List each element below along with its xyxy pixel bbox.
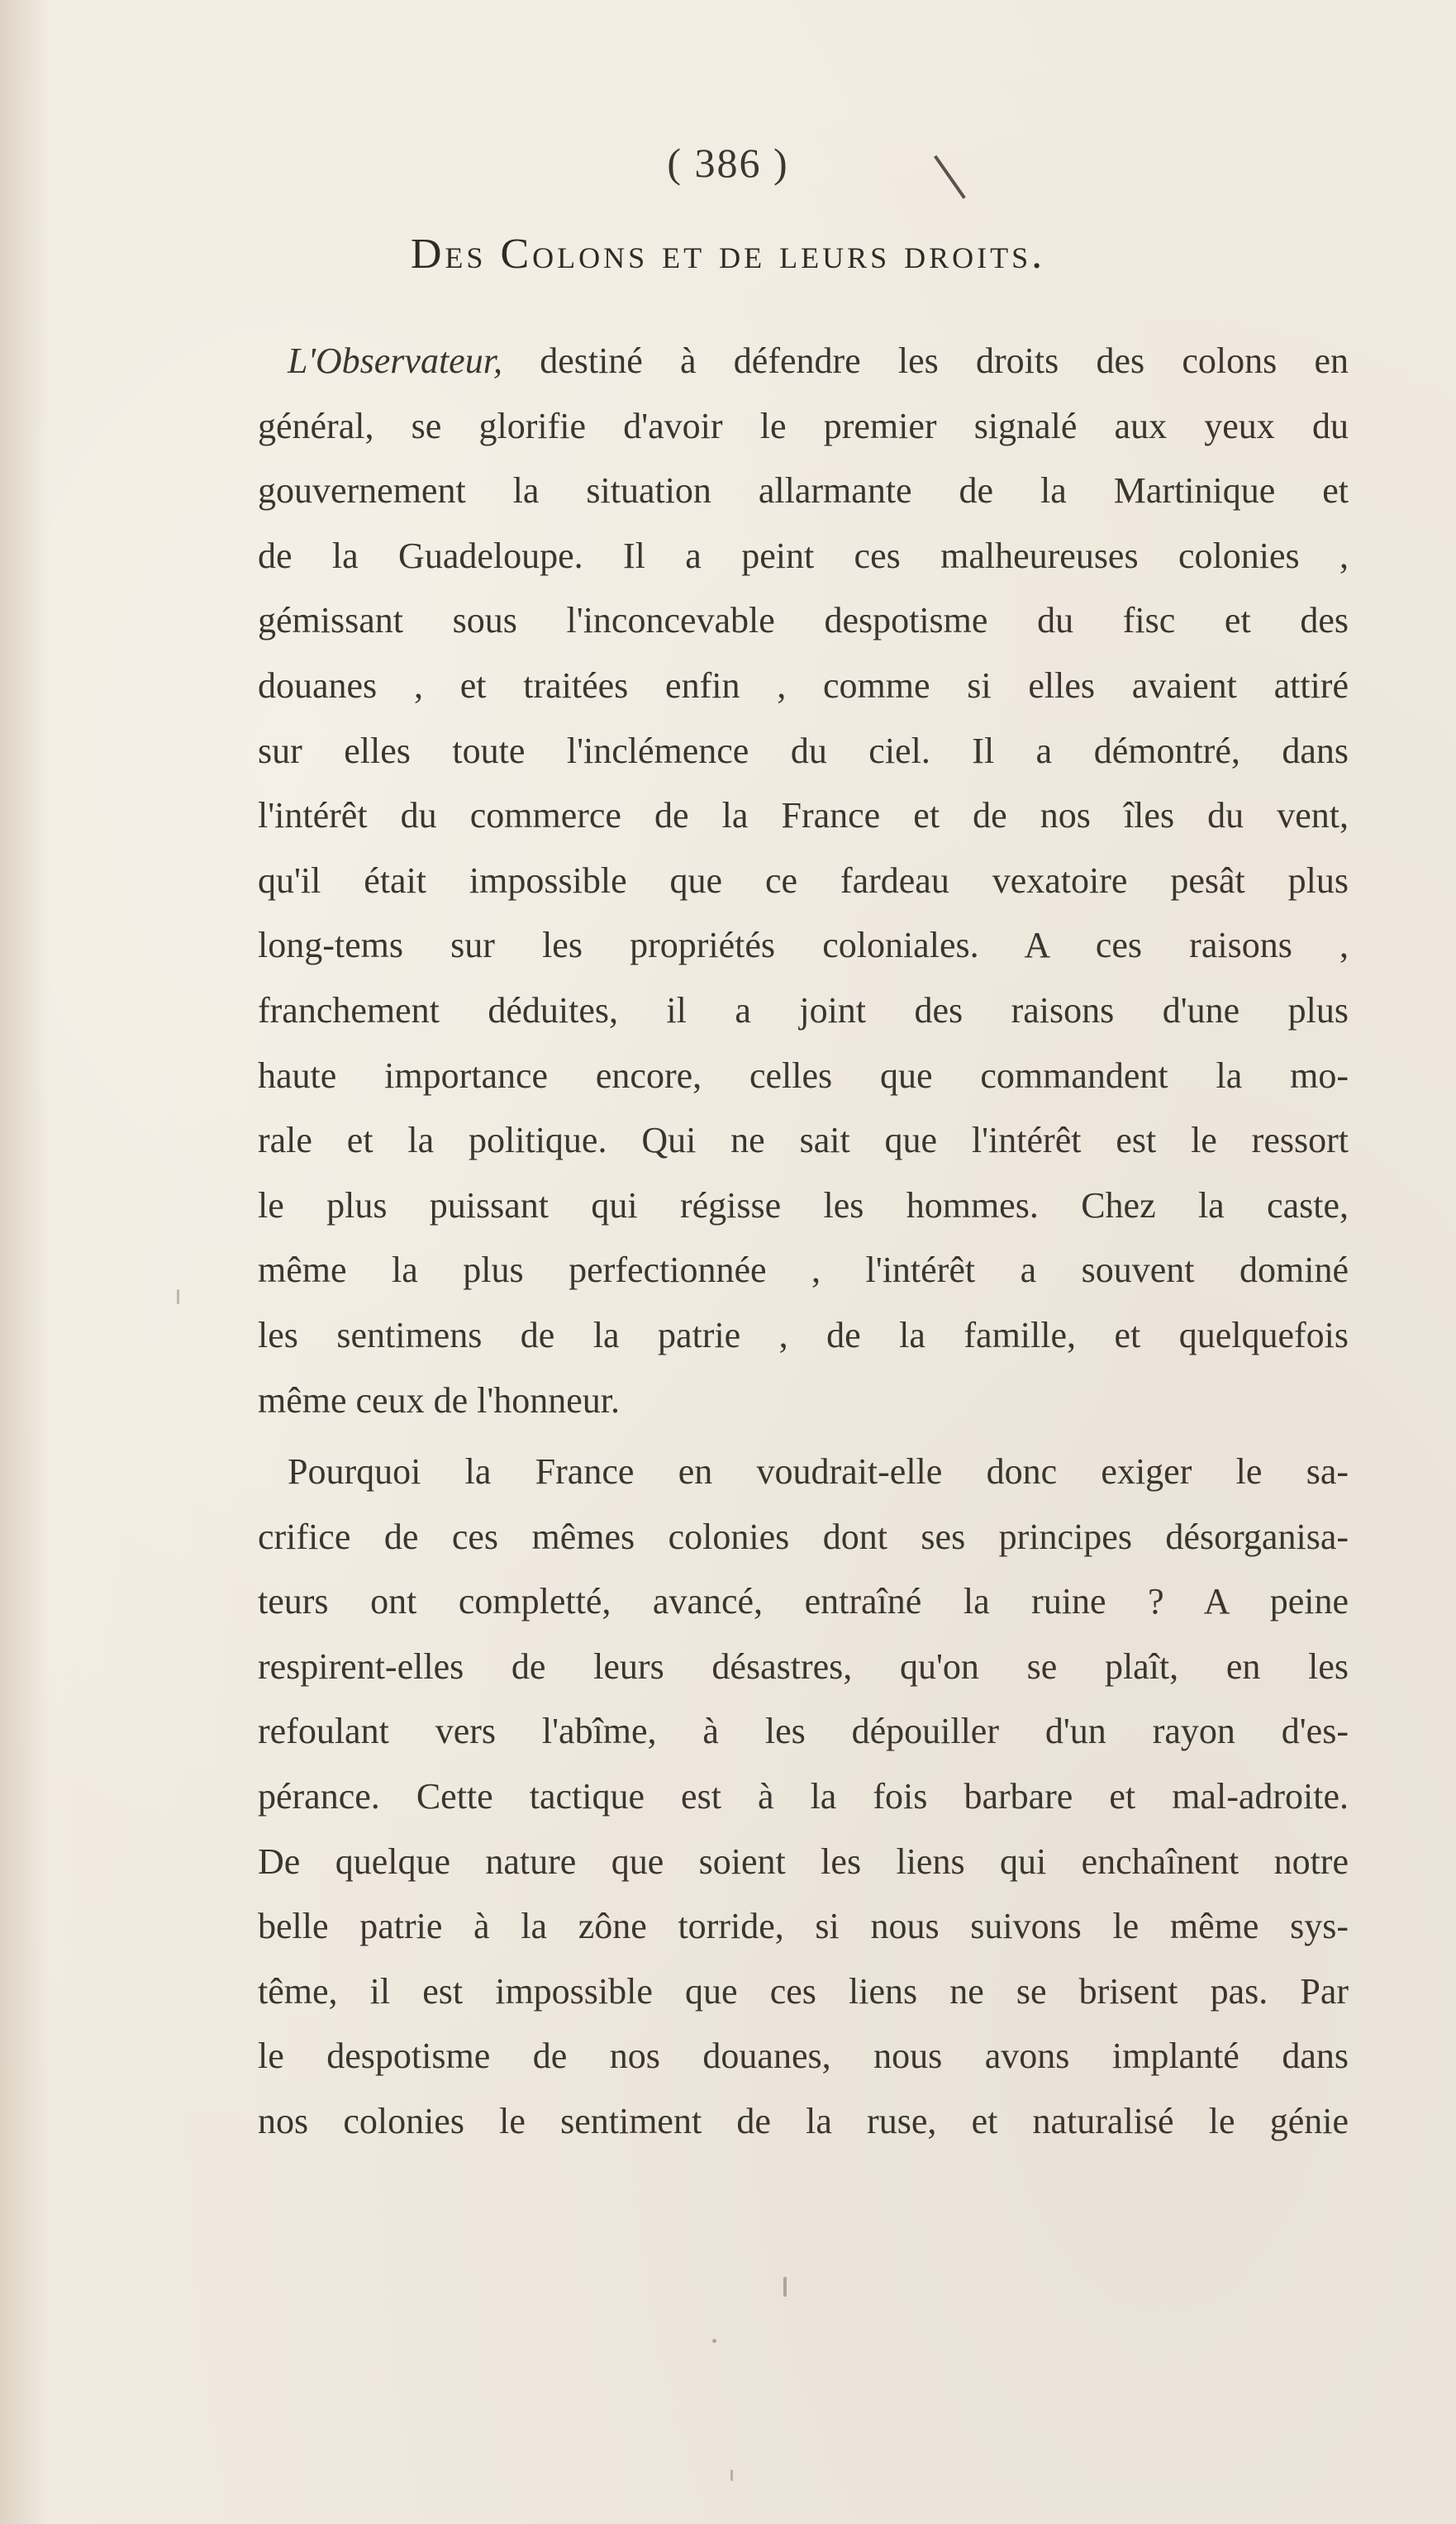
paper-speck: [712, 2339, 716, 2343]
text-line: même ceux de l'honneur.: [258, 1379, 621, 1421]
text-line: les sentimens de la patrie , de la famille, et quelquefois: [258, 1314, 1349, 1355]
text-line: De quelque nature que soient les liens qui enchaînent notre: [258, 1841, 1349, 1882]
text-line: nos colonies le sentiment de la ruse, et naturalisé le génie: [258, 2101, 1349, 2142]
text-line: gémissant sous l'inconcevable despotisme du fisc et des: [258, 600, 1349, 641]
text-line: haute importance encore, celles que commandent la mo-: [258, 1055, 1349, 1096]
text-line: même la plus perfectionnée , l'intérêt a souvent dominé: [258, 1250, 1349, 1291]
text-line: rale et la politique. Qui ne sait que l'intérêt est le ressort: [258, 1120, 1349, 1161]
text-line: douanes , et traitées enfin , comme si elles avaient attiré: [258, 664, 1349, 706]
publication-title: L'Observateur,: [288, 341, 502, 381]
text-line: teurs ont completté, avancé, entraîné la ruine ? A peine: [258, 1581, 1349, 1622]
text-line: tême, il est impossible que ces liens ne se brisent pas. Par: [258, 1970, 1349, 2012]
text-line: l'intérêt du commerce de la France et de nos îles du vent,: [258, 795, 1349, 836]
text-line: général, se glorifie d'avoir le premier signalé aux yeux du: [258, 405, 1349, 446]
text-line: Pourquoi la France en voudrait-elle donc exiger le sa-: [288, 1451, 1349, 1493]
text-line: pérance. Cette tactique est à la fois barbare et mal-adroite.: [258, 1776, 1349, 1817]
text-line: long-tems sur les propriétés coloniales. A ces raisons ,: [258, 925, 1349, 966]
text-line: refoulant vers l'abîme, à les dépouiller d'un rayon d'es-: [258, 1711, 1349, 1752]
paragraph-2: [258, 1440, 1349, 2155]
text-line: qu'il était impossible que ce fardeau vexatoire pesât plus: [258, 860, 1349, 901]
section-heading: Des Colons et de leurs droits.: [410, 231, 1046, 278]
body-text: [258, 329, 1349, 2155]
text-line-content: destiné à défendre les droits des colons en: [502, 341, 1349, 381]
text-line: le despotisme de nos douanes, nous avons implanté dans: [258, 2036, 1349, 2077]
page-edge-shading: [0, 0, 50, 2524]
text-line: sur elles toute l'inclémence du ciel. Il a démontré, dans: [258, 730, 1349, 771]
text-line: belle patrie à la zône torride, si nous suivons le même sys-: [258, 1906, 1349, 1947]
text-line: de la Guadeloupe. Il a peint ces malheureuses colonies ,: [258, 535, 1349, 576]
text-line: gouvernement la situation allarmante de la Martinique et: [258, 470, 1349, 512]
text-line: respirent-elles de leurs désastres, qu'on se plaît, en les: [258, 1645, 1349, 1687]
paragraph-1: [258, 329, 1349, 1433]
text-line: franchement déduites, il a joint des raisons d'une plus: [258, 989, 1349, 1031]
text-line: le plus puissant qui régisse les hommes. Chez la caste,: [258, 1184, 1349, 1226]
text-line: crifice de ces mêmes colonies dont ses principes désorganisa-: [258, 1516, 1349, 1557]
paper-speck: [177, 1289, 179, 1304]
page-number: ( 386 ): [667, 140, 789, 186]
paper-speck: [783, 2277, 787, 2297]
paper-speck: [730, 2469, 733, 2481]
text-line: [258, 329, 1349, 394]
